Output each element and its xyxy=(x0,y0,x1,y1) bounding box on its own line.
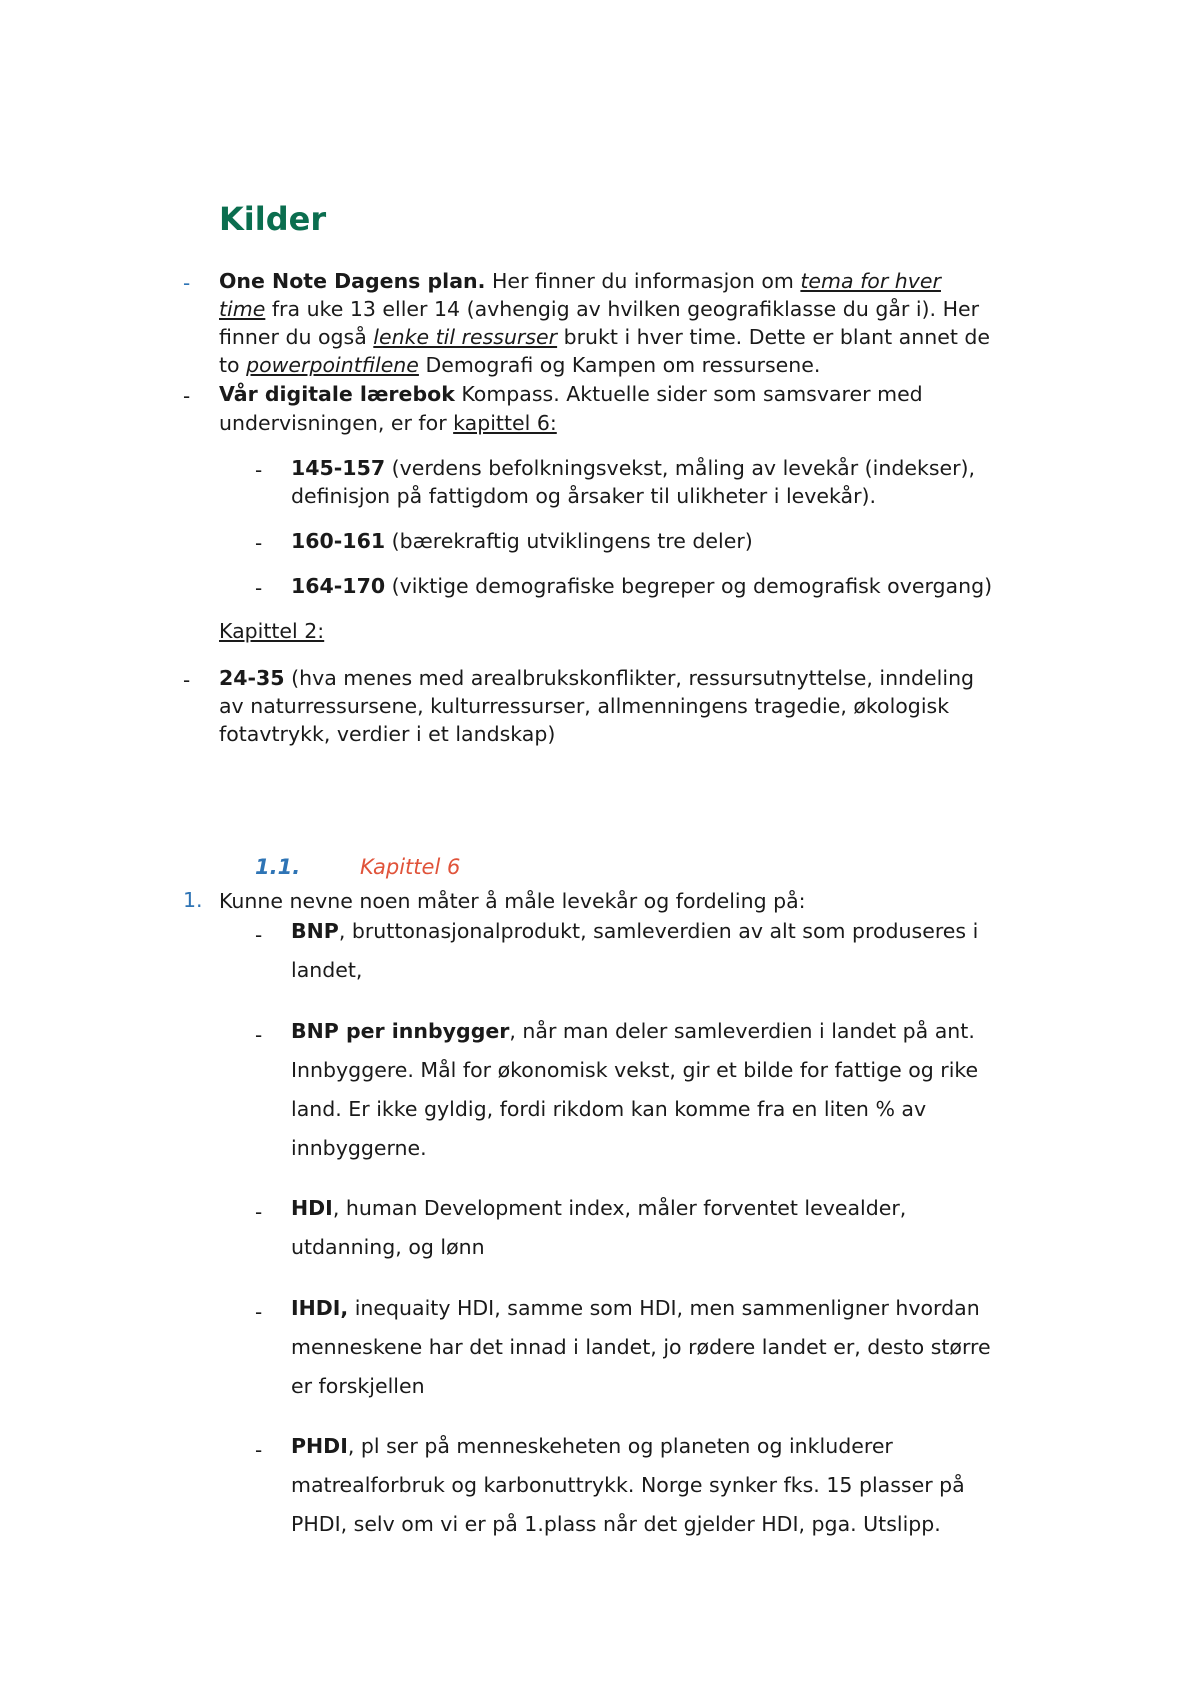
link-lenke-til-ressurser[interactable]: lenke til ressurser xyxy=(373,325,558,349)
source-item-lærebok-bold: Vår digitale lærebok xyxy=(219,382,455,406)
text: Her finner du informasjon om xyxy=(485,269,801,293)
text: (verdens befolkningsvekst, måling av levekår (indekser), xyxy=(385,456,976,480)
bullet-dash: - xyxy=(183,384,191,408)
sub-item-145-157-line1 xyxy=(291,455,975,482)
text: inequaity HDI, samme som HDI, men sammenligner hvordan xyxy=(348,1296,980,1320)
text: , pl ser på menneskeheten og planeten og inkluderer xyxy=(347,1434,893,1458)
source-item-24-35-line2 xyxy=(219,693,949,720)
sub-item-164-170 xyxy=(291,573,992,600)
measure-bnp-per-innbygger-line2: Innbyggere. Mål for økonomisk vekst, gir et bilde for fattige og rike xyxy=(291,1058,979,1082)
measure-phdi-line2: matrealforbruk og karbonuttrykk. Norge synker fks. 15 plasser på xyxy=(291,1473,965,1497)
source-item-onenote-bold: One Note Dagens plan. xyxy=(219,269,486,293)
text: finner du også xyxy=(219,325,374,349)
text: Demografi og Kampen om ressursene. xyxy=(418,353,821,377)
measure-name: IHDI, xyxy=(291,1296,349,1320)
measure-hdi-line1 xyxy=(291,1195,906,1222)
measure-bnp-per-innbygger-line1 xyxy=(291,1018,975,1045)
bullet-dash: - xyxy=(255,923,263,947)
list-item-text: Kunne nevne noen måter å måle levekår og fordeling på: xyxy=(219,889,806,913)
bullet-dash: - xyxy=(255,1200,263,1224)
section-number: 1.1. xyxy=(255,855,301,879)
kapittel-2-label xyxy=(219,618,324,645)
text: , når man deler samleverdien i landet på ant. xyxy=(509,1019,975,1043)
page-range: 24-35 xyxy=(219,666,285,690)
measure-bnp-line1 xyxy=(291,918,978,945)
text: definisjon på fattigdom og årsaker til ulikheter i levekår). xyxy=(291,484,877,508)
source-item-onenote-line4 xyxy=(219,352,820,379)
page-title: Kilder xyxy=(219,200,327,238)
measure-hdi-line2: utdanning, og lønn xyxy=(291,1235,485,1259)
text: , bruttonasjonalprodukt, samleverdien av alt som produseres i xyxy=(338,919,979,943)
text: undervisningen, er for xyxy=(219,411,454,435)
source-item-lærebok-line1 xyxy=(219,381,923,408)
bullet-dash: - xyxy=(255,458,263,482)
kapittel-6-link[interactable]: kapittel 6: xyxy=(453,411,557,435)
text: av naturressursene, kulturressurser, allmenningens tragedie, økologisk xyxy=(219,694,950,718)
text: (hva menes med arealbrukskonflikter, ressursutnyttelse, inndeling xyxy=(284,666,975,690)
measure-phdi-line1 xyxy=(291,1433,893,1460)
bullet-dash: - xyxy=(183,271,191,295)
source-item-24-35-line1 xyxy=(219,665,974,692)
source-item-onenote-line3 xyxy=(219,324,990,351)
measure-ihdi-line3: er forskjellen xyxy=(291,1374,425,1398)
page-range: 164-170 xyxy=(291,574,386,598)
text: , human Development index, måler forventet levealder, xyxy=(332,1196,907,1220)
text: to xyxy=(219,353,247,377)
source-item-24-35-line3 xyxy=(219,721,555,748)
text: (bærekraftig utviklingens tre deler) xyxy=(385,529,753,553)
sub-item-160-161 xyxy=(291,528,753,555)
measure-phdi-line3: PHDI, selv om vi er på 1.plass når det gjelder HDI, pga. Utslipp. xyxy=(291,1512,941,1536)
link-tema-for-hver-time[interactable]: tema for hver xyxy=(800,269,941,293)
measure-name: HDI xyxy=(291,1196,333,1220)
bullet-dash: - xyxy=(255,1438,263,1462)
text: Kompass. Aktuelle sider som samsvarer med xyxy=(454,382,923,406)
source-item-onenote-line2 xyxy=(219,296,979,323)
measure-name: PHDI xyxy=(291,1434,348,1458)
measure-name: BNP xyxy=(291,919,339,943)
bullet-dash: - xyxy=(255,1023,263,1047)
measure-ihdi-line1 xyxy=(291,1295,980,1322)
kapittel-2-link[interactable]: Kapittel 2: xyxy=(219,619,325,643)
measure-bnp-per-innbygger-line3: land. Er ikke gyldig, fordi rikdom kan komme fra en liten % av xyxy=(291,1097,927,1121)
link-powerpointfilene[interactable]: powerpointfilene xyxy=(246,353,419,377)
text: brukt i hver time. Dette er blant annet de xyxy=(557,325,991,349)
source-item-lærebok-line2 xyxy=(219,410,557,437)
sub-item-145-157-line2 xyxy=(291,483,876,510)
measure-name: BNP per innbygger xyxy=(291,1019,510,1043)
bullet-dash: - xyxy=(183,668,191,692)
text: (viktige demografiske begreper og demografisk overgang) xyxy=(385,574,993,598)
source-item-onenote-line1 xyxy=(219,268,941,295)
bullet-dash: - xyxy=(255,576,263,600)
measure-bnp-per-innbygger-line4: innbyggerne. xyxy=(291,1136,427,1160)
bullet-dash: - xyxy=(255,531,263,555)
text: fra uke 13 eller 14 (avhengig av hvilken geografiklasse du går i). Her xyxy=(265,297,980,321)
measure-bnp-line2: landet, xyxy=(291,958,363,982)
bullet-dash: - xyxy=(255,1300,263,1324)
section-title: Kapittel 6 xyxy=(360,855,461,879)
page-range: 145-157 xyxy=(291,456,386,480)
measure-ihdi-line2: menneskene har det innad i landet, jo rødere landet er, desto større xyxy=(291,1335,991,1359)
page-range: 160-161 xyxy=(291,529,386,553)
list-number: 1. xyxy=(183,888,203,912)
link-time[interactable]: time xyxy=(219,297,266,321)
text: fotavtrykk, verdier i et landskap) xyxy=(219,722,556,746)
